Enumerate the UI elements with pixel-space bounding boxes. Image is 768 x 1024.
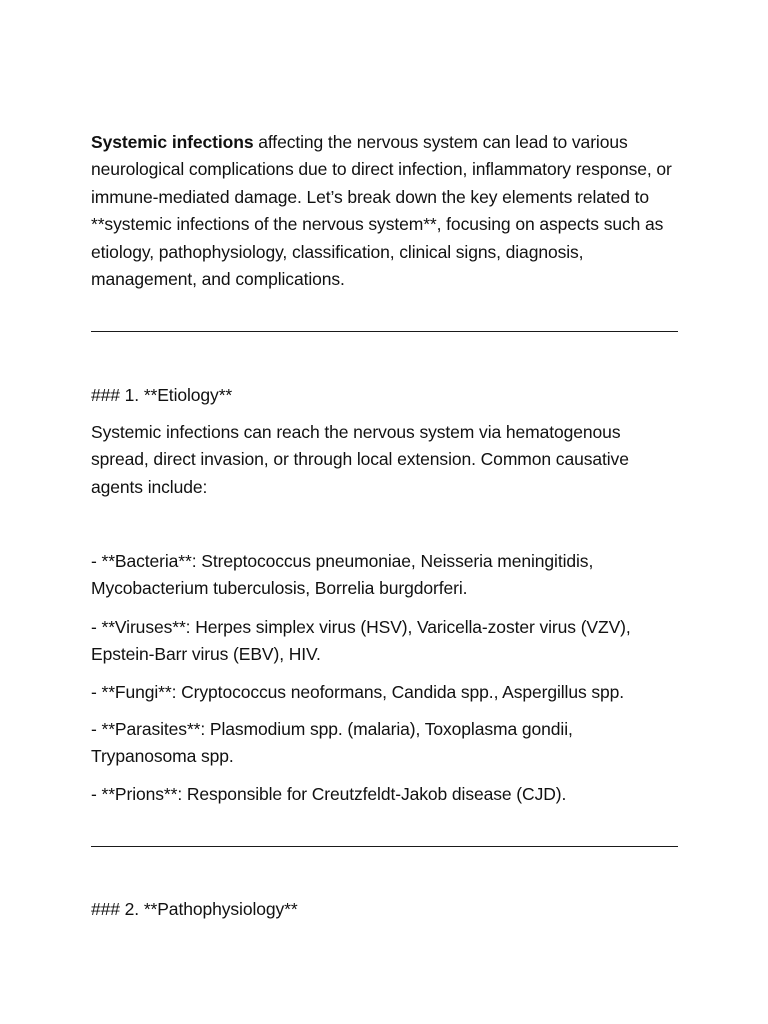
intro-text: affecting the nervous system can lead to various neurological complications due to direct infection, inflammatory response, or immune-mediated damage. Let’s break down the key elements related to **systemic infections of the nervous system**, focusing on aspects such as etiology, pathophysiology, classification, clinical signs, diagnosis, management, and complications.: [91, 132, 672, 290]
intro-paragraph: [91, 129, 681, 293]
intro-bold-lead: Systemic infections: [91, 132, 254, 152]
section-heading-etiology: ### 1. **Etiology**: [91, 385, 233, 405]
list-item: - **Viruses**: Herpes simplex virus (HSV), Varicella-zoster virus (VZV), Epstein-Barr virus (EBV), HIV.: [91, 617, 631, 665]
list-item: - **Parasites**: Plasmodium spp. (malaria), Toxoplasma gondii, Trypanosoma spp.: [91, 719, 573, 767]
horizontal-divider: [91, 846, 678, 847]
list-item: - **Bacteria**: Streptococcus pneumoniae, Neisseria meningitidis, Mycobacterium tuberculosis, Borrelia burgdorferi.: [91, 551, 594, 599]
list-item: - **Fungi**: Cryptococcus neoformans, Candida spp., Aspergillus spp.: [91, 682, 625, 702]
etiology-paragraph: Systemic infections can reach the nervous system via hematogenous spread, direct invasion, or through local extension. Common causative agents include:: [91, 422, 629, 497]
horizontal-divider: [91, 331, 678, 332]
section-heading-pathophysiology: ### 2. **Pathophysiology**: [91, 899, 298, 919]
list-item: - **Prions**: Responsible for Creutzfeldt-Jakob disease (CJD).: [91, 784, 567, 804]
